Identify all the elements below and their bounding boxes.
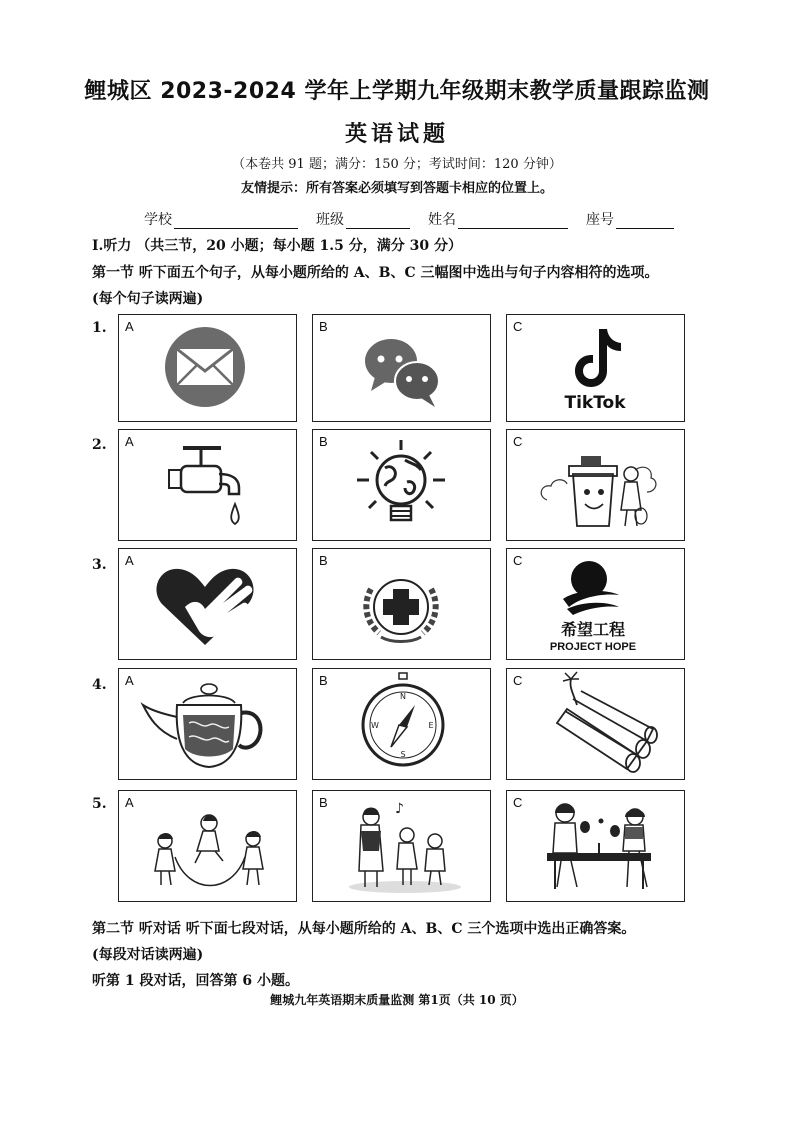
option-2a[interactable]: A	[118, 429, 297, 541]
option-1c[interactable]: C TikTok	[506, 314, 685, 422]
project-hope-logo	[507, 549, 686, 661]
part2-first-dialogue: 听第 1 段对话，回答第 6 小题。	[92, 973, 299, 989]
option-4a[interactable]: A	[118, 668, 297, 780]
option-3a[interactable]: A	[118, 548, 297, 660]
page-footer: 鲤城九年英语期末质量监测 第1页（共 10 页）	[270, 993, 524, 1007]
school-label: 学校	[144, 212, 172, 228]
option-3b[interactable]: B	[312, 548, 491, 660]
question-number-3: 3.	[92, 557, 107, 573]
recycle-bin-cartoon	[507, 430, 686, 542]
exam-tip: 友情提示：所有答案必须填写到答题卡相应的位置上。	[240, 181, 553, 196]
heart-hand-logo	[119, 549, 298, 661]
part2-note: (每段对话读两遍)	[92, 947, 204, 963]
exam-subtitle: 英语试题	[344, 122, 449, 147]
project-hope-caption-cn: 希望工程	[560, 620, 626, 639]
option-2c[interactable]: C	[506, 429, 685, 541]
singing-class	[313, 791, 492, 903]
option-4b[interactable]: B N S W E	[312, 668, 491, 780]
red-cross-emblem	[313, 549, 492, 661]
svg-text:N: N	[400, 692, 406, 701]
page-title: 鲤城区 2023-2024 学年上学期九年级期末教学质量跟踪监测	[84, 79, 710, 104]
seat-field[interactable]	[586, 209, 674, 229]
class-field[interactable]	[316, 209, 410, 229]
ping-pong-kids	[507, 791, 686, 903]
jump-rope-kids	[119, 791, 298, 903]
tiktok-caption: TikTok	[564, 393, 626, 413]
question-number-5: 5.	[92, 796, 107, 812]
seat-label: 座号	[586, 212, 614, 228]
water-tap-icon	[119, 430, 298, 542]
name-field[interactable]	[428, 209, 568, 229]
option-3c[interactable]: C 希望工程 PROJECT HOPE	[506, 548, 685, 660]
question-number-4: 4.	[92, 677, 107, 693]
option-4c[interactable]: C	[506, 668, 685, 780]
teapot-icon	[119, 669, 298, 781]
option-5c[interactable]: C	[506, 790, 685, 902]
svg-text:♪: ♪	[395, 801, 404, 817]
part1-heading: 第一节 听下面五个句子，从每小题所给的 A、B、C 三幅图中选出与句子内容相符的选项。	[92, 265, 659, 281]
option-5b[interactable]: B ♪	[312, 790, 491, 902]
option-2b[interactable]: B	[312, 429, 491, 541]
part1-note: (每个句子读两遍)	[92, 291, 204, 307]
svg-text:E: E	[428, 721, 434, 730]
exam-info: （本卷共 91 题；满分：150 分；考试时间：120 分钟）	[232, 157, 562, 172]
option-1b[interactable]: B	[312, 314, 491, 422]
option-1a[interactable]: A	[118, 314, 297, 422]
part2-heading: 第二节 听对话 听下面七段对话，从每小题所给的 A、B、C 三个选项中选出正确答案。	[92, 921, 636, 937]
question-number-2: 2.	[92, 437, 107, 453]
chat-bubbles-icon	[313, 315, 492, 423]
question-number-1: 1.	[92, 320, 107, 336]
listening-heading: Ⅰ.听力 （共三节，20 小题；每小题 1.5 分，满分 30 分）	[92, 238, 462, 254]
tiktok-logo	[507, 315, 686, 423]
earth-lightbulb-icon	[313, 430, 492, 542]
svg-text:S: S	[400, 750, 406, 759]
name-label: 姓名	[428, 212, 456, 228]
school-field[interactable]	[144, 209, 298, 229]
svg-text:W: W	[371, 721, 379, 730]
firecrackers-icon	[507, 669, 686, 781]
option-5a[interactable]: A	[118, 790, 297, 902]
class-label: 班级	[316, 212, 344, 228]
compass-icon	[313, 669, 492, 781]
project-hope-caption: PROJECT HOPE	[549, 641, 637, 653]
mail-envelope-icon	[119, 315, 298, 423]
